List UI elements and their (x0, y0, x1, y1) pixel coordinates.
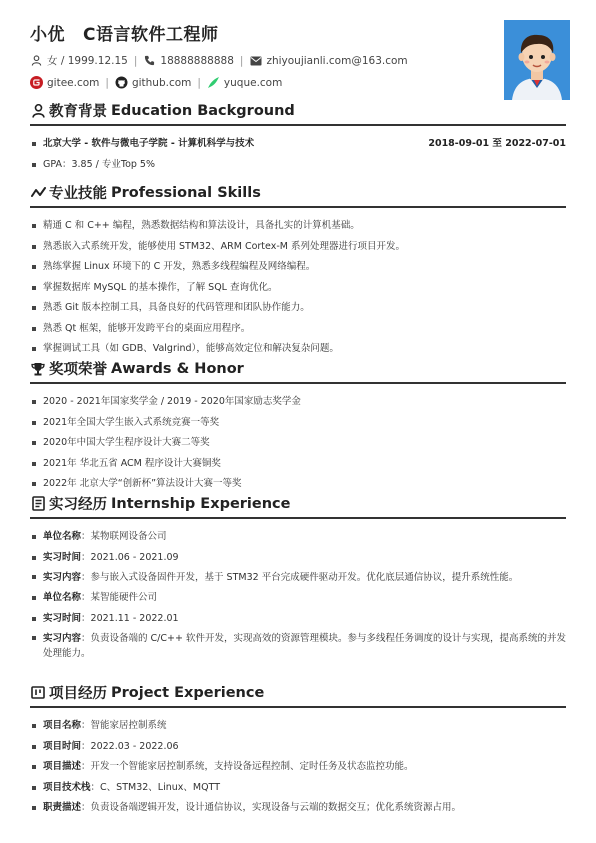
education-list (30, 134, 566, 175)
internship-section (30, 493, 566, 664)
avatar (504, 20, 570, 100)
list-item (30, 134, 566, 155)
gitee-icon (30, 76, 43, 89)
skills-section (30, 182, 566, 360)
list-item: 精通 C 和 C++ 编程，熟悉数据结构和算法设计，具备扎实的计算机基础。 (30, 216, 566, 237)
user-icon (30, 54, 43, 67)
candidate-name: 小优 (30, 25, 65, 45)
email-address[interactable]: zhiyoujianli.com@163.com (266, 54, 408, 67)
skills-title-en: Professional Skills (111, 184, 261, 201)
education-heading (30, 100, 566, 126)
education-section (30, 100, 566, 175)
list-item: 项目描述：开发一个智能家居控制系统，支持设备远程控制、定时任务及状态监控功能。 (30, 757, 566, 778)
github-link[interactable]: github.com (131, 76, 192, 89)
project-title-en: Project Experience (111, 684, 265, 701)
project-section (30, 682, 566, 819)
list-item: 项目时间：2022.03 - 2022.06 (30, 737, 566, 758)
list-item: 2020年中国大学生程序设计大赛二等奖 (30, 433, 566, 454)
skills-list (30, 216, 566, 360)
awards-title-en: Awards & Honor (111, 360, 244, 377)
trophy-icon (30, 361, 46, 377)
links-row: gitee.com | github.com | yuque.com (30, 76, 570, 89)
internship-title-en: Internship Experience (111, 495, 291, 512)
list-item: 熟悉 Git 版本控制工具，具备良好的代码管理和团队协作能力。 (30, 298, 566, 319)
gitee-link[interactable]: gitee.com (47, 76, 100, 89)
list-item: 熟悉嵌入式系统开发，能够使用 STM32、ARM Cortex-M 系列处理器进行项目开发。 (30, 237, 566, 258)
project-title-cn: 项目经历 (49, 686, 107, 702)
phone-number: 18888888888 (160, 54, 234, 67)
list-item: 单位名称：某智能硬件公司 (30, 588, 566, 609)
gender-birth: 女 / 1999.12.15 (47, 55, 128, 67)
list-item: 2021年全国大学生嵌入式系统竞赛一等奖 (30, 413, 566, 434)
phone-icon (143, 54, 156, 67)
list-item: 实习时间：2021.06 - 2021.09 (30, 548, 566, 569)
awards-heading (30, 358, 566, 384)
skills-heading (30, 182, 566, 208)
resume-header (30, 20, 570, 110)
list-item: 项目名称：智能家居控制系统 (30, 716, 566, 737)
list-item: 实习内容：参与嵌入式设备固件开发，基于 STM32 平台完成硬件驱动开发。优化底层通信协议，提升系统性能。 (30, 568, 566, 588)
chart-line-icon (30, 185, 46, 201)
user-icon (30, 103, 46, 119)
list-item: 职责描述：负责设备端逻辑开发，设计通信协议，实现设备与云端的数据交互；优化系统资源占用。 (30, 798, 566, 819)
mail-icon (249, 54, 262, 67)
list-item: 单位名称：某物联网设备公司 (30, 527, 566, 548)
list-item: 熟练掌握 Linux 环境下的 C 开发，熟悉多线程编程及网络编程。 (30, 257, 566, 278)
awards-title-cn: 奖项荣誉 (49, 362, 107, 378)
education-title-en: Education Background (111, 102, 295, 119)
list-item: 掌握调试工具（如 GDB、Valgrind），能够高效定位和解决复杂问题。 (30, 339, 566, 360)
list-item: 实习内容：负责设备端的 C/C++ 软件开发，实现高效的资源管理模块。参与多线程任务调度的设计与实现，提高系统的并发处理能力。 (30, 629, 566, 664)
awards-section (30, 358, 566, 495)
job-title: C语言软件工程师 (83, 25, 219, 45)
awards-list (30, 392, 566, 495)
yuque-icon (207, 76, 220, 89)
list-item: 实习时间：2021.11 - 2022.01 (30, 609, 566, 630)
name-title-line (30, 20, 570, 45)
skills-title-cn: 专业技能 (49, 186, 107, 202)
internship-list (30, 527, 566, 664)
internship-title-cn: 实习经历 (49, 497, 107, 513)
education-dates: 2018-09-01 至 2022-07-01 (428, 138, 566, 149)
project-list (30, 716, 566, 819)
list-item: 熟悉 Qt 框架，能够开发跨平台的桌面应用程序。 (30, 319, 566, 340)
kanban-icon (30, 685, 46, 701)
list-item: GPA：3.85 / 专业Top 5% (30, 155, 566, 176)
school-info: 北京大学 - 软件与微电子学院 - 计算机科学与技术 (43, 138, 255, 149)
list-item: 掌握数据库 MySQL 的基本操作，了解 SQL 查询优化。 (30, 278, 566, 299)
education-title-cn: 教育背景 (49, 104, 107, 120)
project-heading (30, 682, 566, 708)
yuque-link[interactable]: yuque.com (223, 76, 283, 89)
internship-heading (30, 493, 566, 519)
list-item: 2020 - 2021年国家奖学金 / 2019 - 2020年国家励志奖学金 (30, 392, 566, 413)
list-item: 项目技术栈：C、STM32、Linux、MQTT (30, 778, 566, 799)
list-item: 2022年 北京大学“创新杯”算法设计大赛一等奖 (30, 474, 566, 495)
github-icon (115, 76, 128, 89)
list-item: 2021年 华北五省 ACM 程序设计大赛铜奖 (30, 454, 566, 475)
document-icon (30, 496, 46, 512)
contact-row: 女 / 1999.12.15 | 18888888888 | zhiyoujianli.com@163.com (30, 53, 570, 68)
